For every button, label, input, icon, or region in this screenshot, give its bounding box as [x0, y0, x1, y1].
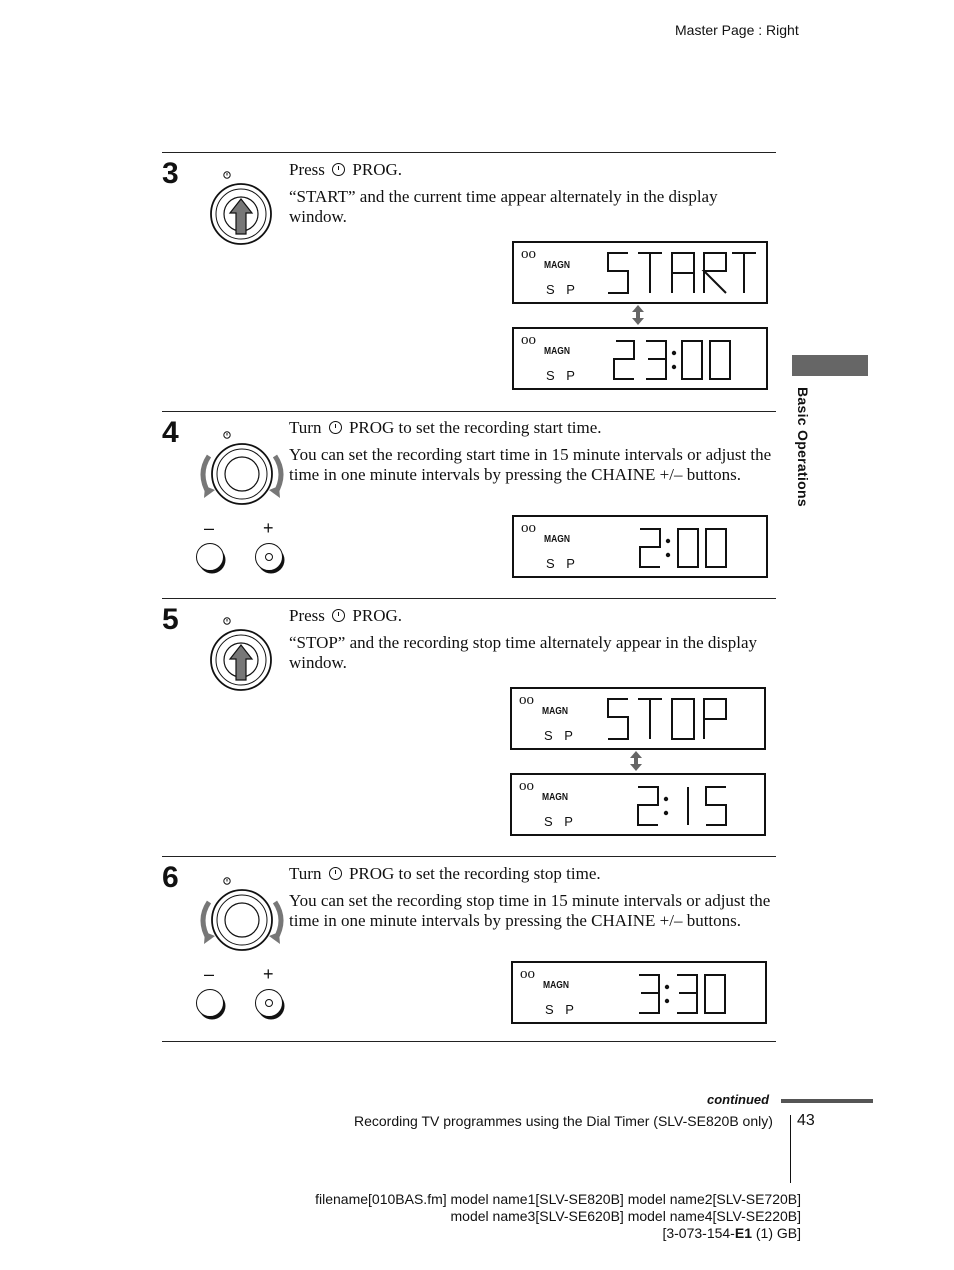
tape-icon: ᴏᴏ: [519, 692, 534, 708]
tape-icon: ᴏᴏ: [520, 966, 535, 982]
prog-dial-press-icon: [205, 612, 280, 694]
lcd-display: ᴏᴏ MAGN S P: [511, 961, 767, 1024]
alternate-arrow-icon: [629, 751, 643, 771]
lcd-segments: [606, 249, 756, 297]
step-text: Turn PROG to set the recording stop time. You can set the recording stop time in 15 minute intervals or adjust the time in one minute intervals by pressing the CHAINE +/– buttons.: [289, 864, 771, 930]
lcd-display: ᴏᴏ MAGN S P: [512, 241, 768, 304]
lcd-display: ᴏᴏ MAGN S P: [510, 773, 766, 836]
prog-dial-turn-icon: [195, 426, 290, 508]
chaine-plus-button[interactable]: [255, 543, 283, 571]
minus-label: –: [204, 964, 215, 984]
lcd-segments: [606, 335, 756, 383]
tape-icon: ᴏᴏ: [521, 332, 536, 348]
continued-label: continued: [707, 1092, 770, 1107]
tape-icon: ᴏᴏ: [521, 520, 536, 536]
divider: [162, 411, 776, 412]
prog-icon: [329, 867, 342, 880]
step-text: Press PROG. “START” and the current time appear alternately in the display window.: [289, 160, 718, 226]
lcd-segments: [606, 523, 756, 571]
tape-icon: ᴏᴏ: [521, 246, 536, 262]
plus-label: +: [263, 964, 274, 984]
chaine-minus-button[interactable]: [196, 989, 224, 1017]
section-tab-label: Basic Operations: [795, 387, 811, 507]
minus-label: –: [204, 518, 215, 538]
prog-icon: [332, 163, 345, 176]
lcd-segments: [604, 781, 754, 829]
step-number: 6: [162, 861, 179, 894]
tape-icon: ᴏᴏ: [519, 778, 534, 794]
divider: [162, 856, 776, 857]
divider: [162, 598, 776, 599]
step-text: Turn PROG to set the recording start time. You can set the recording start time in 15 minute intervals or adjust the time in one minute intervals by pressing the CHAINE +/– buttons.: [289, 418, 772, 484]
prog-icon: [332, 609, 345, 622]
prog-dial-press-icon: [205, 166, 280, 248]
step-text: Press PROG. “STOP” and the recording stop time alternately appear in the display window.: [289, 606, 757, 672]
alternate-arrow-icon: [631, 305, 645, 325]
section-tab-bar: [792, 355, 868, 376]
divider: [162, 152, 776, 153]
continued-bar: [781, 1099, 873, 1103]
chaine-plus-button[interactable]: [255, 989, 283, 1017]
step-number: 3: [162, 157, 179, 190]
prog-dial-turn-icon: [195, 872, 290, 954]
step-number: 4: [162, 416, 179, 449]
master-page-label: Master Page : Right: [675, 22, 799, 38]
lcd-display: ᴏᴏ MAGN S P: [512, 515, 768, 578]
chaine-minus-button[interactable]: [196, 543, 224, 571]
file-info: filename[010BAS.fm] model name1[SLV-SE820B] model name2[SLV-SE720B] model name3[SLV-SE620B] model name4[SLV-SE220B] [3-073-154-E1 (1) GB]: [315, 1191, 801, 1241]
footer-title: Recording TV programmes using the Dial Timer (SLV-SE820B only): [354, 1113, 773, 1129]
prog-icon: [329, 421, 342, 434]
divider: [162, 1041, 776, 1042]
lcd-segments: [605, 969, 755, 1017]
page-number: 43: [797, 1112, 815, 1129]
footer-divider: [790, 1115, 791, 1183]
lcd-display: ᴏᴏ MAGN S P: [510, 687, 766, 750]
lcd-display: ᴏᴏ MAGN S P: [512, 327, 768, 390]
lcd-segments: [604, 695, 754, 743]
step-number: 5: [162, 603, 179, 636]
plus-label: +: [263, 518, 274, 538]
